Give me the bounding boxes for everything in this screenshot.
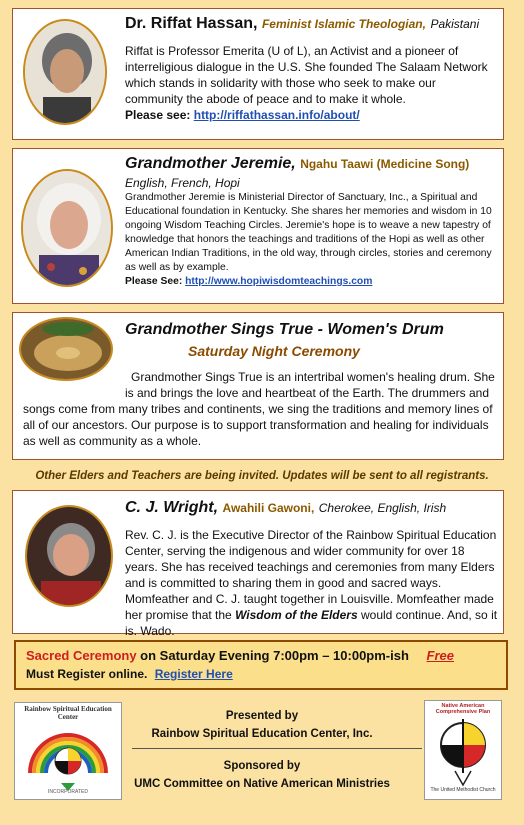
drum-desc-top: Grandmother Sings True is an intertribal women's healing drum. She is and brings the love and heartbeat of the Earth. The drummers and [125, 370, 495, 400]
wright-bio-emphasis: Wisdom of the Elders [235, 608, 358, 622]
invite-note: Other Elders and Teachers are being invited. Updates will be sent to all registrants. [35, 470, 489, 482]
jeremie-languages: English, French, Hopi [125, 176, 240, 190]
jeremie-see-label: Please See: [125, 276, 183, 287]
hassan-bio: Riffat is Professor Emerita (U of L), an Activist and a pioneer of interreligious dialogue in the U.S. She founded The Salaam Network which stands in solidarity with those who seek to make our community the abode of peace and to make it whole. [125, 44, 488, 106]
ceremony-free: Free [426, 648, 455, 663]
speaker-card-jeremie [12, 148, 504, 304]
drum-card [12, 312, 504, 460]
jeremie-bio: Grandmother Jeremie is Ministerial Director of Sanctuary, Inc., a Spiritual and Educational foundation in Kentucky. She shares her memories and wisdom in 10 ongoing Wisdom Teaching Circles. Jeremie's hope is to weave a new tapestry of knowledge that honors the teachings and traditions of the Hopi as well as other American Indian Traditions, in the old way, through circles, stories and ceremony as well as by example. [125, 192, 492, 273]
register-link[interactable]: Register Here [154, 667, 233, 681]
jeremie-link[interactable]: http://www.hopiwisdomteachings.com [185, 276, 373, 287]
presented-by-label: Presented by [225, 710, 299, 722]
wright-bio [125, 527, 499, 639]
presenter-name: Rainbow Spiritual Education Center, Inc. [151, 728, 373, 740]
ceremony-time: on Saturday Evening 7:00pm – 10:00pm-ish [136, 648, 409, 663]
sponsored-by-label: Sponsored by [223, 760, 301, 772]
hassan-country: Pakistani [430, 17, 480, 31]
speaker-card-wright [12, 490, 504, 638]
footer-divider [132, 748, 422, 749]
rainbow-logo-text: Rainbow Spiritual Education Center [24, 705, 112, 721]
hassan-name: Dr. Riffat Hassan, [125, 15, 258, 32]
jeremie-native-name: Ngahu Taawi (Medicine Song) [300, 157, 470, 171]
jeremie-name: Grandmother Jeremie, [125, 155, 296, 172]
plan-logo-text: Native American Comprehensive Plan [435, 703, 491, 715]
hassan-photo [23, 19, 107, 125]
drum-desc-bottom: songs come from many tribes and continents, we sing the traditions and memory lines of all of our ancestors. Our purpose is to support transformation and healing for individuals as well as community as a whole. [23, 402, 493, 448]
wright-languages: Cherokee, English, Irish [318, 501, 447, 515]
wright-photo [25, 505, 113, 607]
footer [12, 700, 512, 818]
drum-photo [19, 317, 113, 381]
native-american-plan-logo [424, 700, 502, 800]
plan-logo-subtext: The United Methodist Church [430, 787, 496, 793]
must-register-text: Must Register online. [26, 667, 148, 681]
wright-native-name: Awahili Gawoni, [222, 501, 315, 515]
wright-bio-end: would continue. And, so it is. Wado. [125, 608, 498, 638]
jeremie-photo [21, 169, 113, 287]
drum-subtitle: Saturday Night Ceremony [188, 343, 360, 359]
wright-bio-start: Rev. C. J. is the Executive Director of the Rainbow Spiritual Education Center, serving the indigenous and wider community for over 18 years. She has received teachings and ceremonies from many Elders and is committed to sharing them in good and sacred ways. Momfeather and C. J. taught together in Louisville. Momfeather made her promise that the [125, 528, 497, 622]
ceremony-label: Sacred Ceremony [26, 648, 137, 663]
rainbow-logo-subtext: INCORPORATED [48, 789, 88, 795]
ceremony-banner [14, 640, 508, 690]
wright-name: C. J. Wright, [125, 499, 219, 516]
hassan-title: Feminist Islamic Theologian, [261, 17, 426, 31]
drum-title: Grandmother Sings True - Women's Drum [125, 321, 444, 338]
hassan-link[interactable]: http://riffathassan.info/about/ [193, 108, 360, 122]
hassan-see-label: Please see: [125, 108, 191, 122]
sponsor-name: UMC Committee on Native American Ministries [134, 778, 390, 790]
rainbow-center-logo [14, 702, 122, 800]
speaker-card-hassan [12, 8, 504, 140]
